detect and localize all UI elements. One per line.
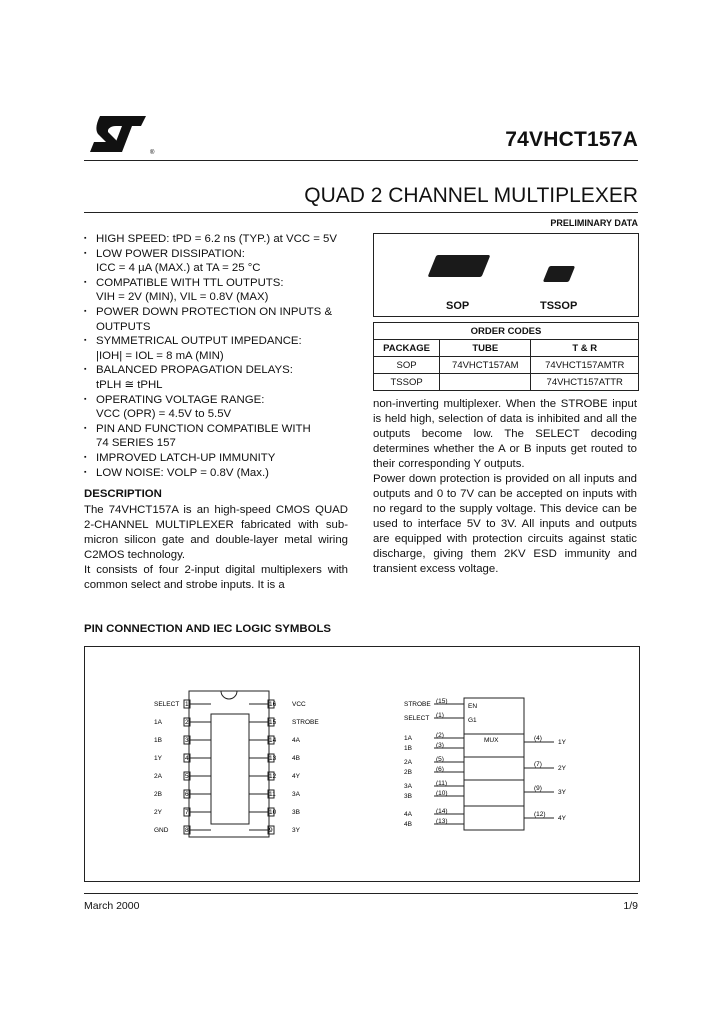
feature-detail: OUTPUTS <box>96 320 151 333</box>
iec-output-label: 2Y <box>558 765 566 772</box>
table-cell: 74VHCT157AM <box>440 357 531 374</box>
package-box <box>373 233 639 317</box>
table-header-cell: TUBE <box>440 340 531 357</box>
feature-item: ▪ BALANCED PROPAGATION DELAYS: <box>84 363 356 378</box>
description-paragraph: non-inverting multiplexer. When the STROBE input is held high, selection of data is inhibited and all the outputs become low. The SELECT decoding determines whether the A or B inputs get routed to their corresponding Y outputs. <box>373 398 637 470</box>
table-row <box>374 357 639 374</box>
iec-input-number: (10) <box>436 790 448 797</box>
pin-label-right: 4B <box>292 755 300 762</box>
pin-label-left: 1A <box>154 719 162 726</box>
feature-detail: VCC (OPR) = 4.5V to 5.5V <box>96 408 232 421</box>
iec-g-label: G1 <box>468 717 477 724</box>
iec-input-number: (2) <box>436 732 444 739</box>
feature-item: ▪ OPERATING VOLTAGE RANGE: <box>84 393 356 408</box>
mux-core <box>211 714 249 824</box>
description-paragraph: The 74VHCT157A is an high-speed CMOS QUAD 2-CHANNEL MULTIPLEXER fabricated with sub-micron silicon gate and double-layer metal wiring C2MOS technology. <box>84 504 348 561</box>
iec-input-number: (13) <box>436 818 448 825</box>
iec-output-number: (9) <box>534 785 542 792</box>
iec-input-label: 4B <box>404 821 412 828</box>
feature-detail: |IOH| = IOL = 8 mA (MIN) <box>96 349 224 362</box>
pin-number-right: 11 <box>269 791 276 798</box>
tssop-label: TSSOP <box>540 300 578 312</box>
pin-number-right: 14 <box>269 737 277 744</box>
pin-label-left: 1Y <box>154 755 162 762</box>
table-row <box>374 374 639 391</box>
pin-number-left: 4 <box>185 755 189 762</box>
table-cell: TSSOP <box>374 374 440 391</box>
pin-number-right: 10 <box>269 809 277 816</box>
st-logo <box>86 112 158 158</box>
feature-item: ▪ HIGH SPEED: tPD = 6.2 ns (TYP.) at VCC = 5V <box>84 232 356 247</box>
iec-input-number: (6) <box>436 766 444 773</box>
pin-label-left: SELECT <box>154 701 180 708</box>
feature-detail: ICC = 4 µA (MAX.) at TA = 25 °C <box>96 262 261 275</box>
table-cell: 74VHCT157AMTR <box>531 357 639 374</box>
footer-date: March 2000 <box>84 900 140 912</box>
description-text <box>84 503 348 593</box>
iec-input-number: (3) <box>436 742 444 749</box>
pin-number-left: 5 <box>185 773 189 780</box>
feature-detail: VIH = 2V (MIN), VIL = 0.8V (MAX) <box>96 291 269 304</box>
pin-connection-diagram <box>84 646 638 880</box>
iec-output-label: 1Y <box>558 739 566 746</box>
iec-output-number: (7) <box>534 761 542 768</box>
iec-input-number: (1) <box>436 712 444 719</box>
order-codes-title: ORDER CODES <box>374 323 639 340</box>
iec-input-number: (15) <box>436 698 448 705</box>
pin-label-left: 1B <box>154 737 162 744</box>
feature-item: ▪ SYMMETRICAL OUTPUT IMPEDANCE: <box>84 334 356 349</box>
description-paragraph: Power down protection is provided on all inputs and outputs and 0 to 7V can be accepted on inputs with no regard to the supply voltage. This device can be used to interface 5V to 3V. All inputs and outputs are equipped with protection circuits against static discharge, giving them 2KV ESD immunity and transient excess voltage. <box>373 473 637 575</box>
pin-number-left: 2 <box>185 719 189 726</box>
iec-input-label: 2A <box>404 759 412 766</box>
feature-item: ▪ COMPATIBLE WITH TTL OUTPUTS: <box>84 276 356 291</box>
footer-rule <box>84 893 638 894</box>
iec-output-number: (4) <box>534 735 542 742</box>
pin-section-heading: PIN CONNECTION AND IEC LOGIC SYMBOLS <box>84 623 332 635</box>
pin-number-left: 7 <box>185 809 189 816</box>
pin-label-left: 2A <box>154 773 162 780</box>
pin-label-right: 3B <box>292 809 300 816</box>
iec-input-label: SELECT <box>404 715 430 722</box>
iec-input-number: (11) <box>436 780 448 787</box>
iec-mux-block <box>464 734 524 830</box>
iec-output-label: 3Y <box>558 789 566 796</box>
iec-input-label: 3B <box>404 793 412 800</box>
dip-outline <box>189 691 269 837</box>
iec-input-label: STROBE <box>404 701 431 708</box>
iec-input-number: (5) <box>436 756 444 763</box>
pin-label-right: 3A <box>292 791 300 798</box>
dip-notch <box>221 691 237 699</box>
header-rule-top <box>84 160 638 161</box>
table-header-cell: T & R <box>531 340 639 357</box>
iec-input-label: 3A <box>404 783 412 790</box>
pin-number-right: 12 <box>269 773 277 780</box>
feature-item: ▪ LOW POWER DISSIPATION: <box>84 247 356 262</box>
iec-input-number: (14) <box>436 808 448 815</box>
iec-mux-label: MUX <box>484 737 499 744</box>
features-list <box>84 232 356 480</box>
pin-number-right: 9 <box>269 827 273 834</box>
pin-label-left: 2B <box>154 791 162 798</box>
feature-detail: 74 SERIES 157 <box>96 437 176 450</box>
feature-item: ▪ POWER DOWN PROTECTION ON INPUTS & <box>84 305 356 320</box>
table-header-row <box>374 340 639 357</box>
feature-item: ▪ LOW NOISE: VOLP = 0.8V (Max.) <box>84 466 356 481</box>
table-header-cell: PACKAGE <box>374 340 440 357</box>
sop-label: SOP <box>446 300 470 312</box>
document-title: QUAD 2 CHANNEL MULTIPLEXER <box>304 184 638 207</box>
iec-input-label: 1B <box>404 745 412 752</box>
iec-output-number: (12) <box>534 811 546 818</box>
sop-package-image <box>428 255 491 277</box>
iec-en-label: EN <box>468 703 478 710</box>
pin-number-left: 3 <box>185 737 189 744</box>
pin-number-left: 6 <box>185 791 189 798</box>
pin-number-left: 8 <box>185 827 189 834</box>
description-continued <box>373 397 637 577</box>
svg-text:®: ® <box>150 150 155 156</box>
iec-input-label: 4A <box>404 811 412 818</box>
pin-number-right: 13 <box>269 755 277 762</box>
pin-label-right: 4A <box>292 737 300 744</box>
iec-input-label: 2B <box>404 769 412 776</box>
pin-number-right: 15 <box>269 719 277 726</box>
pin-label-right: 3Y <box>292 827 300 834</box>
table-cell: SOP <box>374 357 440 374</box>
pin-number-right: 16 <box>269 701 277 708</box>
pin-label-right: STROBE <box>292 719 319 726</box>
iec-input-label: 1A <box>404 735 412 742</box>
description-paragraph: It consists of four 2-input digital multiplexers with common select and strobe inputs. It is a <box>84 564 348 591</box>
feature-detail: tPLH ≅ tPHL <box>96 378 163 391</box>
pin-label-left: 2Y <box>154 809 162 816</box>
order-codes-table <box>373 322 639 391</box>
pin-label-right: 4Y <box>292 773 300 780</box>
header-rule-bottom <box>84 212 638 213</box>
part-number: 74VHCT157A <box>505 128 638 151</box>
pin-label-left: GND <box>154 827 169 834</box>
pin-label-right: VCC <box>292 701 306 708</box>
status-label: PRELIMINARY DATA <box>550 218 638 228</box>
feature-item: ▪ PIN AND FUNCTION COMPATIBLE WITH <box>84 422 356 437</box>
page-number: 1/9 <box>623 900 638 912</box>
feature-item: ▪ IMPROVED LATCH-UP IMMUNITY <box>84 451 356 466</box>
table-cell: 74VHCT157ATTR <box>531 374 639 391</box>
description-heading: DESCRIPTION <box>84 488 162 500</box>
iec-output-label: 4Y <box>558 815 566 822</box>
pin-number-left: 1 <box>185 701 189 708</box>
table-cell <box>440 374 531 391</box>
